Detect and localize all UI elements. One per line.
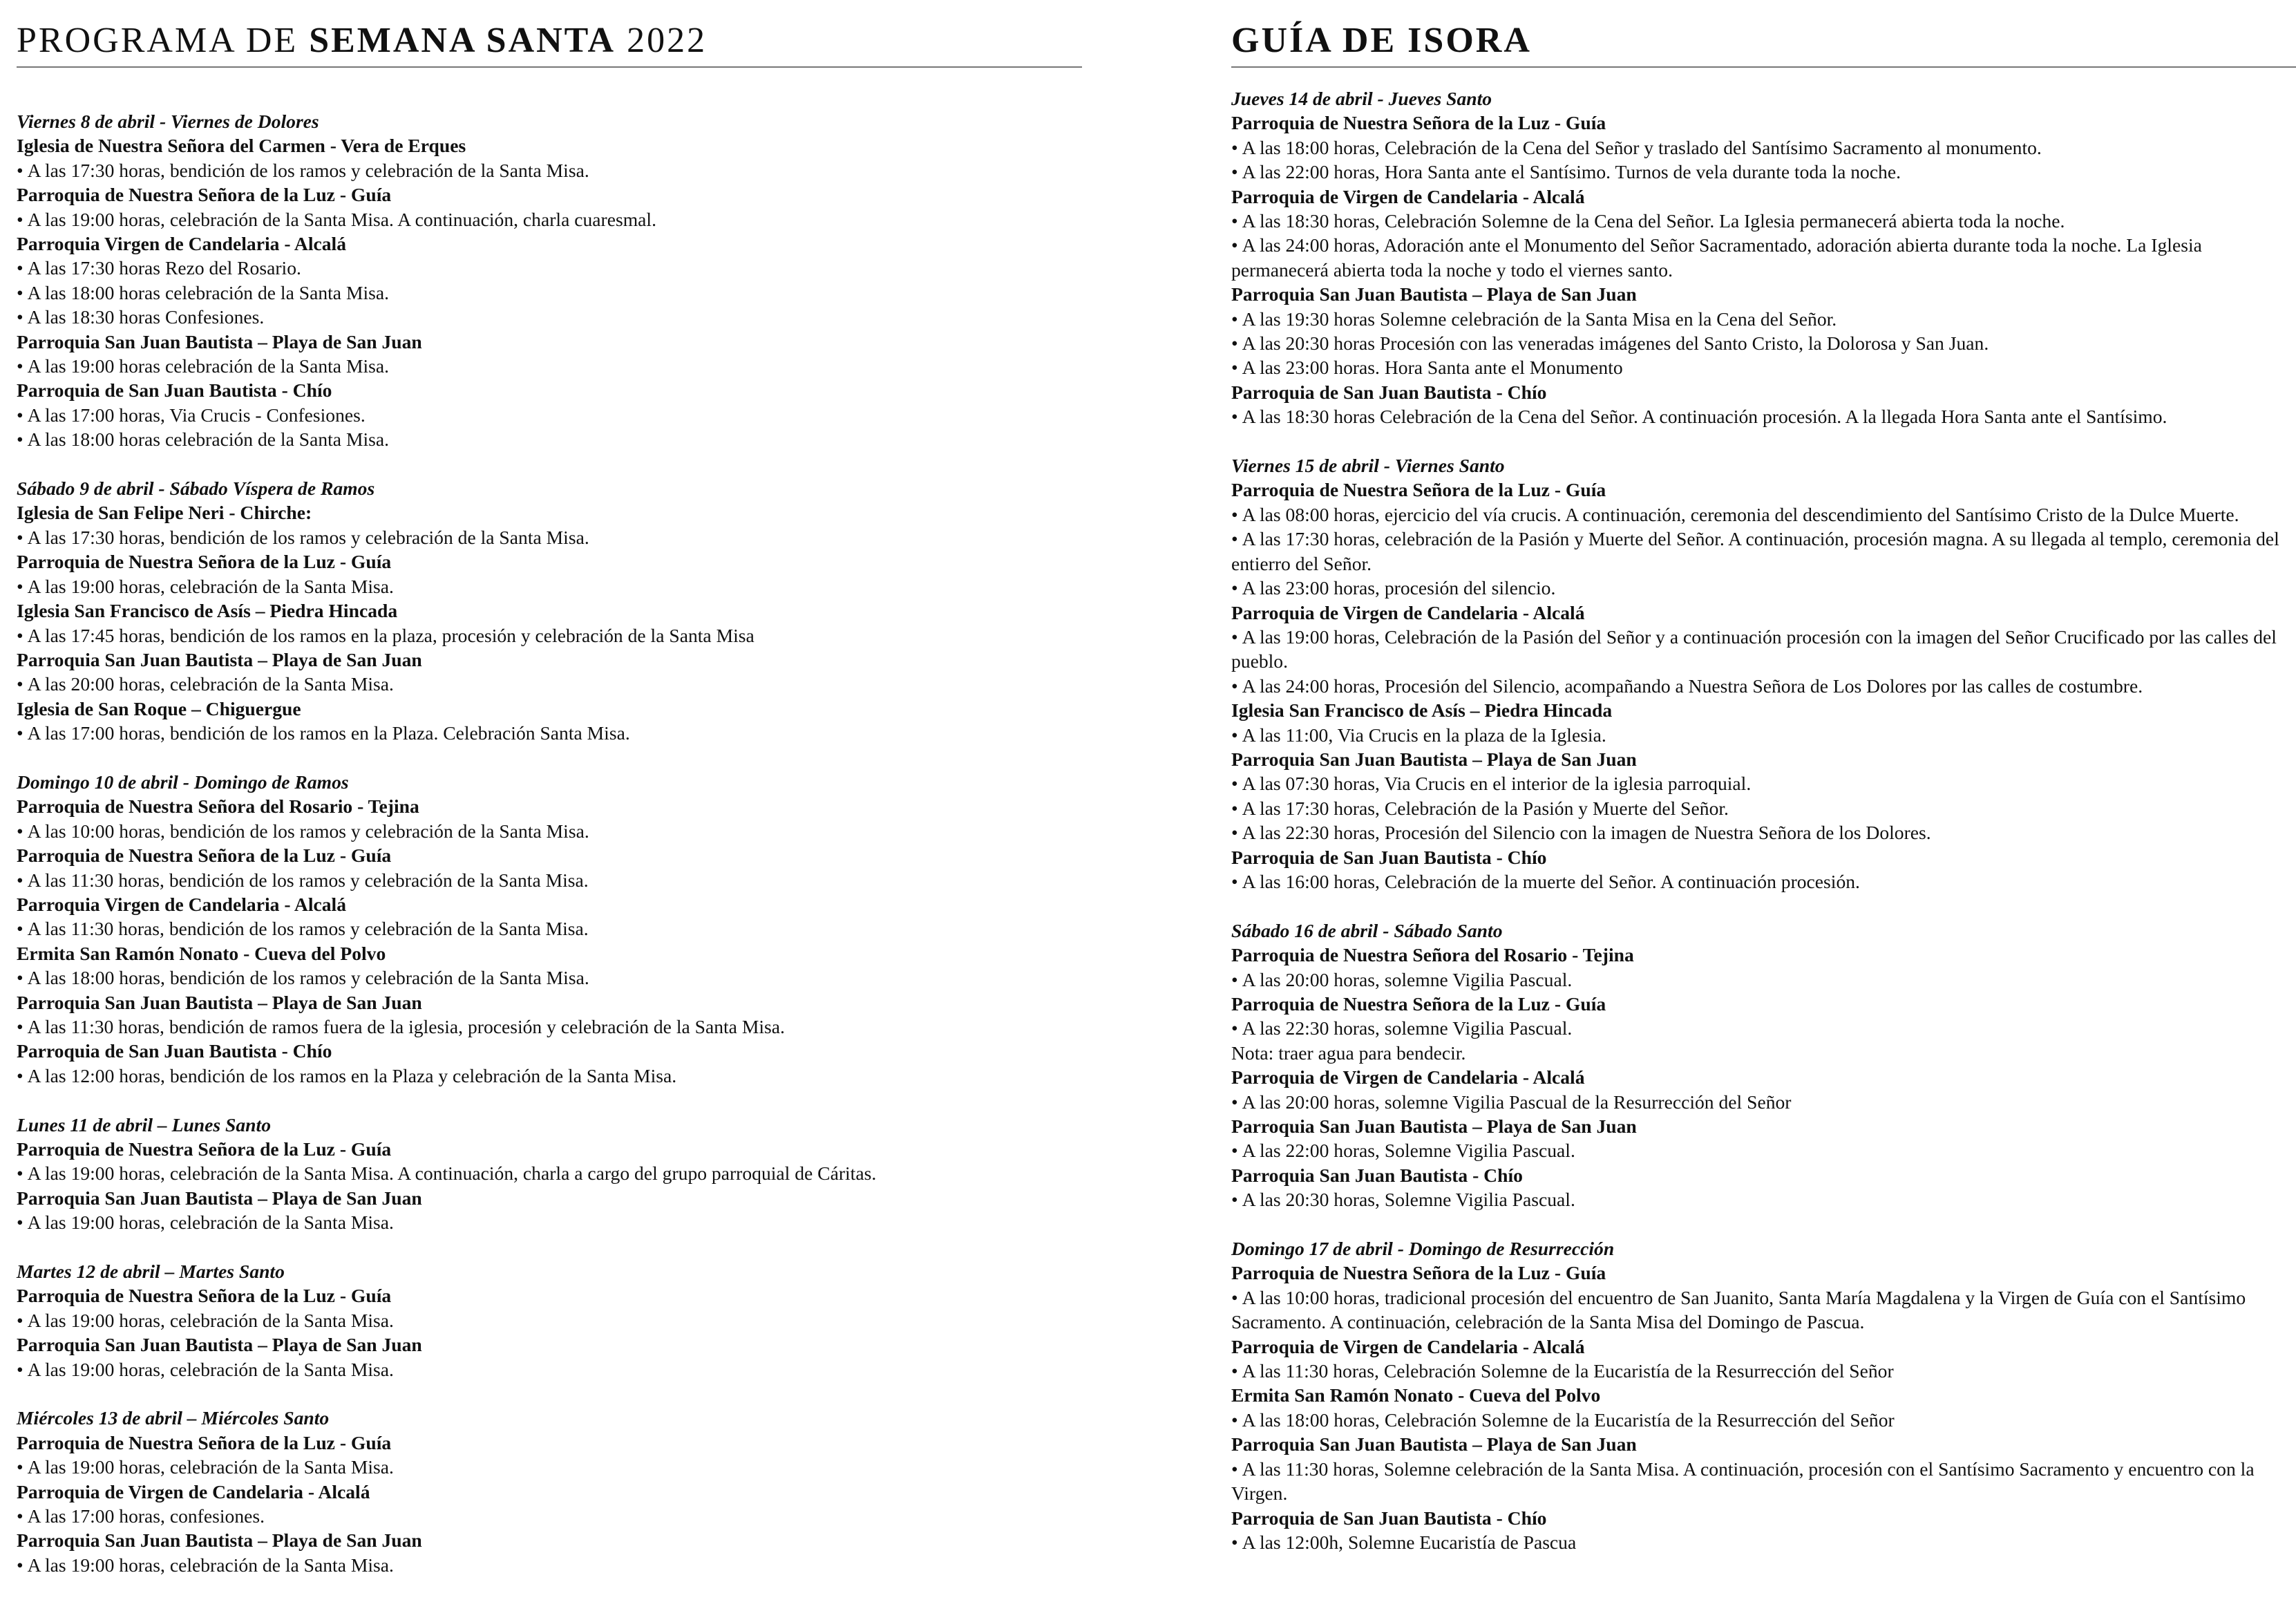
- schedule-item: [17, 1504, 1082, 1528]
- schedule-item-text: A las 19:00 horas, celebración de la Santa Misa.: [27, 575, 394, 597]
- bullet-icon: •: [17, 428, 23, 451]
- bullet-icon: •: [17, 1212, 23, 1234]
- schedule-item-text: A las 10:00 horas, bendición de los ramos y celebración de la Santa Misa.: [27, 820, 589, 842]
- bullet-icon: •: [1231, 1189, 1238, 1211]
- schedule-item: [1231, 869, 2296, 894]
- schedule-item-text: A las 18:30 horas Confesiones.: [27, 306, 265, 328]
- day-title: Sábado 16 de abril - Sábado Santo: [1231, 919, 1503, 941]
- schedule-item: [1231, 1187, 2296, 1212]
- schedule-item-text: A las 11:30 horas, bendición de los ramos y celebración de la Santa Misa.: [27, 918, 589, 940]
- schedule-item-text: A las 11:30 horas, bendición de los ramos y celebración de la Santa Misa.: [27, 869, 589, 891]
- schedule-item: [17, 403, 1082, 427]
- church-name: Parroquia de Nuestra Señora de la Luz - Guía: [1231, 993, 1606, 1015]
- schedule-item-text: A las 19:00 horas, celebración de la Santa Misa.: [27, 1358, 394, 1380]
- schedule-item-text: A las 19:00 horas, celebración de la Santa Misa. A continuación, charla a cargo del grupo parroquial de Cáritas.: [27, 1162, 877, 1185]
- bullet-icon: •: [17, 1456, 23, 1478]
- church-name: Parroquia San Juan Bautista – Playa de San Juan: [17, 1187, 422, 1209]
- schedule-item-text: A las 18:00 horas, Celebración de la Cena del Señor y traslado del Santísimo Sacramento al monumento.: [1242, 136, 2042, 158]
- schedule-item-text: A las 19:00 horas celebración de la Santa Misa.: [27, 355, 390, 377]
- church-name: Parroquia San Juan Bautista – Playa de San Juan: [17, 1334, 422, 1356]
- bullet-icon: •: [17, 281, 23, 303]
- schedule-item-text: A las 23:00 horas. Hora Santa ante el Monumento: [1242, 357, 1623, 379]
- day-title: Lunes 11 de abril – Lunes Santo: [17, 1113, 271, 1135]
- church-name: Iglesia San Francisco de Asís – Piedra Hincada: [1231, 699, 1613, 722]
- schedule-item: [17, 819, 1082, 843]
- bullet-icon: •: [1231, 797, 1238, 819]
- schedule-item: [17, 207, 1082, 232]
- schedule-item: [17, 574, 1082, 599]
- schedule-item-text: A las 17:30 horas, bendición de los ramos y celebración de la Santa Misa.: [27, 526, 589, 548]
- bullet-icon: •: [1231, 234, 1238, 256]
- church-name: Parroquia de Virgen de Candelaria - Alcalá: [1231, 1066, 1585, 1089]
- schedule-item: [17, 1357, 1082, 1382]
- schedule-item: [17, 1161, 1082, 1185]
- schedule-item-text: A las 12:00h, Solemne Eucaristía de Pascua: [1242, 1531, 1577, 1553]
- bullet-icon: •: [1231, 1091, 1238, 1113]
- bullet-icon: •: [1231, 1408, 1238, 1431]
- bullet-icon: •: [1231, 357, 1238, 379]
- right-page-header: [1231, 19, 2296, 68]
- schedule-item: [1231, 723, 2296, 747]
- left-page-header: [17, 19, 1082, 68]
- schedule-item-text: A las 17:30 horas Rezo del Rosario.: [27, 257, 301, 279]
- schedule-item-text: A las 11:30 horas, bendición de ramos fuera de la iglesia, procesión y celebración de la Santa Misa.: [27, 1016, 785, 1037]
- schedule-item-text: A las 23:00 horas, procesión del silencio.: [1242, 577, 1556, 599]
- church-name: Parroquia Virgen de Candelaria - Alcalá: [17, 893, 347, 915]
- bullet-icon: •: [1231, 332, 1238, 355]
- right-page-schedule: [1231, 86, 2296, 1579]
- schedule-item: [1231, 968, 2296, 992]
- church-name: Parroquia de San Juan Bautista - Chío: [1231, 381, 1547, 403]
- day-title: Domingo 10 de abril - Domingo de Ramos: [17, 771, 349, 793]
- day-title: Viernes 8 de abril - Viernes de Dolores: [17, 111, 319, 132]
- schedule-item-text: A las 22:00 horas, Solemne Vigilia Pascual.: [1242, 1140, 1575, 1162]
- bullet-icon: •: [1231, 503, 1238, 525]
- schedule-item: [1231, 331, 2296, 355]
- church-name: Parroquia de San Juan Bautista - Chío: [17, 1040, 332, 1062]
- bullet-icon: •: [17, 820, 23, 842]
- schedule-item: [1231, 1408, 2296, 1432]
- church-name: Parroquia de Nuestra Señora del Rosario - Tejina: [1231, 944, 1634, 966]
- schedule-item-text: A las 22:30 horas, solemne Vigilia Pascual.: [1242, 1017, 1573, 1039]
- schedule-item-text: A las 17:30 horas, bendición de los ramos y celebración de la Santa Misa.: [27, 159, 589, 181]
- schedule-item: [1231, 1359, 2296, 1383]
- schedule-item: [17, 1455, 1082, 1479]
- schedule-item-text: A las 11:30 horas, Solemne celebración de la Santa Misa. A continuación, procesión con el Santísimo Sacramento y encuentro con la Virgen.: [1231, 1458, 2255, 1505]
- bullet-icon: •: [17, 624, 23, 646]
- schedule-item: [1231, 796, 2296, 820]
- schedule-item: [1231, 1016, 2296, 1040]
- schedule-item-text: A las 17:45 horas, bendición de los ramos en la plaza, procesión y celebración de la Santa Misa: [27, 624, 755, 646]
- schedule-item-text: A las 18:30 horas, Celebración Solemne de la Cena del Señor. La Iglesia permanecerá abierta toda la noche.: [1242, 210, 2065, 232]
- bullet-icon: •: [17, 869, 23, 891]
- bullet-icon: •: [1231, 675, 1238, 697]
- schedule-item: [17, 1308, 1082, 1332]
- church-name: Parroquia de Nuestra Señora de la Luz - Guía: [17, 1431, 392, 1453]
- church-name: Ermita San Ramón Nonato - Cueva del Polvo: [17, 942, 386, 964]
- church-name: Iglesia de Nuestra Señora del Carmen - Vera de Erques: [17, 135, 466, 157]
- day-section: [1231, 1236, 2296, 1554]
- schedule-item-text: A las 24:00 horas, Adoración ante el Monumento del Señor Sacramentado, adoración abierta durante toda la noche. La Iglesia permanecerá abierta toda la noche y todo el viernes santo.: [1231, 234, 2202, 281]
- day-section: [17, 109, 1082, 452]
- schedule-item: [17, 623, 1082, 648]
- location-title: GUÍA DE ISORA: [1231, 21, 1532, 60]
- bullet-icon: •: [1231, 136, 1238, 158]
- church-name: Parroquia San Juan Bautista – Playa de San Juan: [1231, 1115, 1637, 1138]
- schedule-item-text: A las 19:00 horas, celebración de la Santa Misa.: [27, 1554, 394, 1576]
- day-section: [17, 770, 1082, 1088]
- bullet-icon: •: [17, 722, 23, 744]
- schedule-item: [1231, 209, 2296, 233]
- schedule-item: [17, 868, 1082, 892]
- bullet-icon: •: [17, 1358, 23, 1380]
- bullet-icon: •: [17, 1162, 23, 1185]
- schedule-item: [17, 305, 1082, 329]
- schedule-item: [1231, 355, 2296, 379]
- schedule-item: [1231, 307, 2296, 331]
- schedule-item: [1231, 502, 2296, 527]
- schedule-item-text: A las 11:30 horas, Celebración Solemne de la Eucaristía de la Resurrección del Señor: [1242, 1360, 1894, 1382]
- bullet-icon: •: [1231, 724, 1238, 746]
- schedule-item-text: A las 08:00 horas, ejercicio del vía crucis. A continuación, ceremonia del descendimiento del Santísimo Cristo de la Dulce Muerte.: [1242, 503, 2239, 525]
- schedule-item: [17, 1064, 1082, 1088]
- bullet-icon: •: [1231, 870, 1238, 892]
- bullet-icon: •: [17, 1554, 23, 1576]
- day-section: [17, 1113, 1082, 1235]
- bullet-icon: •: [1231, 773, 1238, 795]
- bullet-icon: •: [1231, 308, 1238, 330]
- schedule-item: [17, 158, 1082, 182]
- church-name: Iglesia de San Felipe Neri - Chirche:: [17, 502, 312, 524]
- church-name: Ermita San Ramón Nonato - Cueva del Polvo: [1231, 1384, 1601, 1406]
- schedule-item-text: A las 20:30 horas, Solemne Vigilia Pascual.: [1242, 1189, 1575, 1211]
- church-name: Parroquia de San Juan Bautista - Chío: [1231, 846, 1547, 868]
- church-name: Parroquia San Juan Bautista – Playa de San Juan: [1231, 283, 1637, 305]
- schedule-item-text: A las 10:00 horas, tradicional procesión del encuentro de San Juanito, Santa María Magdalena y la Virgen de Guía con el Santísimo Sacramento. A continuación, celebración de la Santa Misa del Domingo de Pascua.: [1231, 1286, 2246, 1333]
- church-name: Parroquia de Virgen de Candelaria - Alcalá: [1231, 1335, 1585, 1357]
- church-name: Parroquia de Nuestra Señora de la Luz - Guía: [17, 1285, 392, 1307]
- bullet-icon: •: [1231, 161, 1238, 183]
- schedule-item: [17, 965, 1082, 990]
- church-name: Parroquia de Nuestra Señora de la Luz - Guía: [17, 551, 392, 573]
- church-name: Parroquia de San Juan Bautista - Chío: [17, 379, 332, 402]
- schedule-item-text: A las 17:30 horas, celebración de la Pasión y Muerte del Señor. A continuación, procesión magna. A su llegada al templo, ceremonia del entierro del Señor.: [1231, 528, 2279, 574]
- schedule-item-text: A las 22:00 horas, Hora Santa ante el Santísimo. Turnos de vela durante toda la noche.: [1242, 161, 1901, 183]
- schedule-item-text: A las 18:00 horas celebración de la Santa Misa.: [27, 281, 390, 303]
- day-section: [1231, 453, 2296, 894]
- schedule-item-text: A las 17:30 horas, Celebración de la Pasión y Muerte del Señor.: [1242, 797, 1729, 819]
- day-section: [17, 476, 1082, 745]
- schedule-item-text: A las 18:00 horas celebración de la Santa Misa.: [27, 428, 390, 451]
- bullet-icon: •: [1231, 1286, 1238, 1308]
- schedule-item-text: A las 19:00 horas, celebración de la Santa Misa. A continuación, charla cuaresmal.: [27, 208, 656, 230]
- schedule-item-text: A las 17:00 horas, confesiones.: [27, 1505, 265, 1527]
- church-name: Parroquia San Juan Bautista – Playa de San Juan: [17, 330, 422, 352]
- bullet-icon: •: [17, 1309, 23, 1331]
- bullet-icon: •: [1231, 1458, 1238, 1480]
- schedule-item-text: A las 17:00 horas, Via Crucis - Confesiones.: [27, 404, 366, 426]
- schedule-item-text: A las 11:00, Via Crucis en la plaza de la Iglesia.: [1242, 724, 1606, 746]
- church-name: Parroquia de Nuestra Señora de la Luz - Guía: [1231, 479, 1606, 501]
- church-name: Parroquia de Nuestra Señora de la Luz - Guía: [17, 845, 392, 867]
- day-title: Domingo 17 de abril - Domingo de Resurrección: [1231, 1238, 1615, 1260]
- bullet-icon: •: [1231, 210, 1238, 232]
- bullet-icon: •: [1231, 1531, 1238, 1553]
- schedule-item: [1231, 576, 2296, 600]
- church-name: Parroquia de San Juan Bautista - Chío: [1231, 1507, 1547, 1529]
- schedule-item: [1231, 1090, 2296, 1114]
- church-name: Parroquia de Nuestra Señora de la Luz - Guía: [17, 184, 392, 206]
- day-title: Jueves 14 de abril - Jueves Santo: [1231, 88, 1492, 109]
- bullet-icon: •: [1231, 822, 1238, 844]
- bullet-icon: •: [1231, 968, 1238, 990]
- church-name: Parroquia San Juan Bautista – Playa de San Juan: [17, 991, 422, 1013]
- church-name: Parroquia de Nuestra Señora de la Luz - Guía: [1231, 1262, 1606, 1284]
- schedule-item: [1231, 625, 2296, 674]
- bullet-icon: •: [17, 404, 23, 426]
- schedule-item-text: A las 20:00 horas, solemne Vigilia Pascual de la Resurrección del Señor: [1242, 1091, 1792, 1113]
- schedule-item: [17, 916, 1082, 941]
- church-name: Parroquia de Nuestra Señora de la Luz - Guía: [1231, 112, 1606, 134]
- schedule-item-text: A las 18:00 horas, Celebración Solemne de la Eucaristía de la Resurrección del Señor: [1242, 1408, 1895, 1431]
- bullet-icon: •: [17, 1016, 23, 1037]
- schedule-item-text: A las 19:00 horas, Celebración de la Pasión del Señor y a continuación procesión con la imagen del Señor Crucificado por las calles del pueblo.: [1231, 625, 2277, 672]
- bullet-icon: •: [1231, 1140, 1238, 1162]
- schedule-item: [1231, 771, 2296, 795]
- day-section: [1231, 86, 2296, 429]
- bullet-icon: •: [1231, 1017, 1238, 1039]
- schedule-item-text: A las 24:00 horas, Procesión del Silencio, acompañando a Nuestra Señora de Los Dolores por las calles de costumbre.: [1242, 675, 2143, 697]
- bullet-icon: •: [17, 1505, 23, 1527]
- left-page: [17, 0, 1082, 1587]
- schedule-item: [17, 672, 1082, 696]
- church-name: Parroquia de Nuestra Señora de la Luz - Guía: [17, 1138, 392, 1160]
- bullet-icon: •: [17, 918, 23, 940]
- schedule-item: [1231, 527, 2296, 576]
- bullet-icon: •: [17, 967, 23, 989]
- program-title: PROGRAMA DE SEMANA SANTA 2022: [17, 21, 708, 60]
- schedule-item-text: A las 20:00 horas, solemne Vigilia Pascual.: [1242, 968, 1573, 990]
- schedule-item-text: A las 18:30 horas Celebración de la Cena del Señor. A continuación procesión. A la llegada Hora Santa ante el Santísimo.: [1242, 406, 2167, 428]
- schedule-item-text: A las 12:00 horas, bendición de los ramos en la Plaza y celebración de la Santa Misa.: [27, 1064, 677, 1086]
- schedule-item-text: A las 07:30 horas, Via Crucis en el interior de la iglesia parroquial.: [1242, 773, 1752, 795]
- schedule-item: [17, 1210, 1082, 1234]
- schedule-item: [1231, 160, 2296, 184]
- schedule-note: Nota: traer agua para bendecir.: [1231, 1042, 1466, 1064]
- schedule-item: [17, 525, 1082, 549]
- schedule-item: [17, 721, 1082, 745]
- schedule-item: [17, 1553, 1082, 1577]
- schedule-item: [17, 256, 1082, 280]
- schedule-item: [1231, 404, 2296, 428]
- bullet-icon: •: [1231, 528, 1238, 550]
- day-title: Viernes 15 de abril - Viernes Santo: [1231, 455, 1505, 477]
- church-name: Parroquia San Juan Bautista – Playa de San Juan: [17, 1529, 422, 1552]
- schedule-item: [17, 354, 1082, 378]
- schedule-item: [1231, 820, 2296, 845]
- church-name: Parroquia San Juan Bautista - Chío: [1231, 1164, 1523, 1186]
- church-name: Parroquia Virgen de Candelaria - Alcalá: [17, 233, 347, 255]
- schedule-item-text: A las 17:00 horas, bendición de los ramos en la Plaza. Celebración Santa Misa.: [27, 722, 630, 744]
- schedule-item: [1231, 233, 2296, 282]
- bullet-icon: •: [17, 575, 23, 597]
- left-page-schedule: [17, 109, 1082, 1602]
- schedule-item-text: A las 16:00 horas, Celebración de la muerte del Señor. A continuación procesión.: [1242, 870, 1860, 892]
- church-name: Parroquia San Juan Bautista – Playa de San Juan: [1231, 1433, 1637, 1455]
- church-name: Parroquia de Virgen de Candelaria - Alcalá: [1231, 601, 1585, 623]
- schedule-item-text: A las 19:00 horas, celebración de la Santa Misa.: [27, 1212, 394, 1234]
- schedule-item: [1231, 674, 2296, 698]
- church-name: Iglesia San Francisco de Asís – Piedra Hincada: [17, 600, 398, 622]
- schedule-item-text: A las 18:00 horas, bendición de los ramos y celebración de la Santa Misa.: [27, 967, 589, 989]
- schedule-item-text: A las 20:30 horas Procesión con las veneradas imágenes del Santo Cristo, la Dolorosa y San Juan.: [1242, 332, 1989, 355]
- schedule-item-text: A las 20:00 horas, celebración de la Santa Misa.: [27, 673, 394, 695]
- day-title: Miércoles 13 de abril – Miércoles Santo: [17, 1407, 330, 1429]
- bullet-icon: •: [17, 159, 23, 181]
- bullet-icon: •: [1231, 406, 1238, 428]
- day-section: [17, 1259, 1082, 1382]
- right-page: [1231, 0, 2296, 1587]
- bullet-icon: •: [17, 355, 23, 377]
- bullet-icon: •: [17, 526, 23, 548]
- schedule-item: [17, 427, 1082, 451]
- schedule-item: [1231, 1530, 2296, 1554]
- church-name: Iglesia de San Roque – Chiguergue: [17, 697, 301, 719]
- church-name: Parroquia de Virgen de Candelaria - Alcalá: [1231, 185, 1585, 207]
- bullet-icon: •: [17, 257, 23, 279]
- schedule-item-text: A las 19:00 horas, celebración de la Santa Misa.: [27, 1309, 394, 1331]
- schedule-item: [1231, 1138, 2296, 1162]
- schedule-item: [17, 281, 1082, 305]
- schedule-item: [17, 1015, 1082, 1039]
- bullet-icon: •: [1231, 577, 1238, 599]
- schedule-item-text: A las 22:30 horas, Procesión del Silencio con la imagen de Nuestra Señora de los Dolores.: [1242, 822, 1931, 844]
- bullet-icon: •: [17, 306, 23, 328]
- schedule-item-text: A las 19:30 horas Solemne celebración de la Santa Misa en la Cena del Señor.: [1242, 308, 1837, 330]
- bullet-icon: •: [1231, 1360, 1238, 1382]
- church-name: Parroquia de Nuestra Señora del Rosario - Tejina: [17, 795, 419, 818]
- schedule-item: [1231, 135, 2296, 160]
- bullet-icon: •: [17, 1064, 23, 1086]
- bullet-icon: •: [17, 208, 23, 230]
- day-title: Sábado 9 de abril - Sábado Víspera de Ramos: [17, 478, 375, 500]
- day-section: [1231, 918, 2296, 1212]
- church-name: Parroquia San Juan Bautista – Playa de San Juan: [1231, 748, 1637, 770]
- day-title: Martes 12 de abril – Martes Santo: [17, 1261, 285, 1283]
- schedule-item-text: A las 19:00 horas, celebración de la Santa Misa.: [27, 1456, 394, 1478]
- day-section: [17, 1406, 1082, 1577]
- schedule-item: [1231, 1285, 2296, 1335]
- bullet-icon: •: [1231, 625, 1238, 648]
- church-name: Parroquia San Juan Bautista – Playa de San Juan: [17, 648, 422, 670]
- bullet-icon: •: [17, 673, 23, 695]
- schedule-item: [1231, 1457, 2296, 1506]
- church-name: Parroquia de Virgen de Candelaria - Alcalá: [17, 1480, 370, 1502]
